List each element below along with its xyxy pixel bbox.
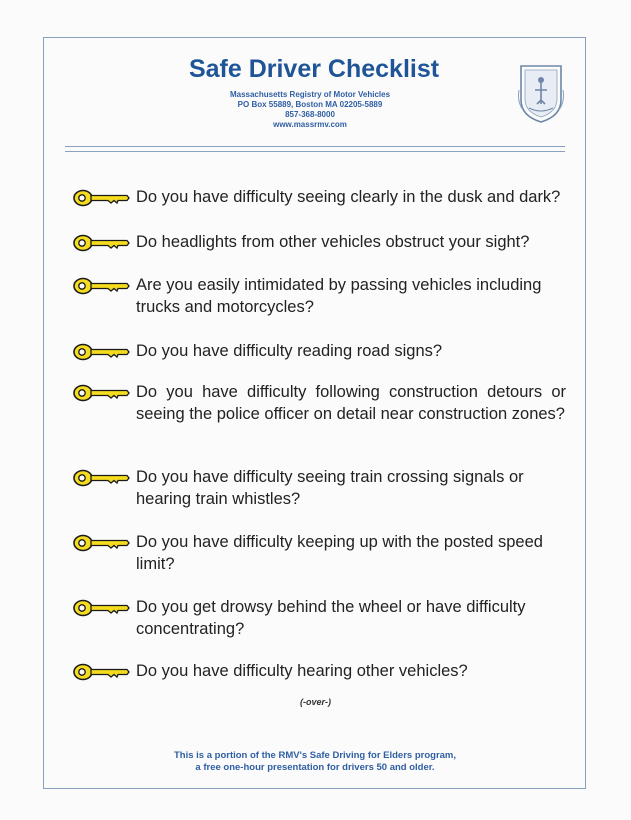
org-address: PO Box 55889, Boston MA 02205-5889 [237,100,383,109]
question-text: Do you have difficulty following construction detours or seeing the police officer on detail near construction zones? [136,383,566,423]
question-text: Do you have difficulty hearing other vehicles? [136,662,468,680]
question-text: Do you have difficulty seeing train crossing signals or hearing train whistles? [136,468,524,508]
checklist-item [72,596,572,640]
checklist-item [72,381,572,425]
checklist-item [72,660,572,682]
footer-line-2: a free one-hour presentation for drivers 50 and older. [195,762,435,773]
checklist-item [72,274,572,318]
header-divider-bottom [65,151,565,152]
page-title: Safe Driver Checklist [188,55,440,83]
question-text: Do you have difficulty reading road signs? [136,342,443,360]
key-icon [72,598,132,618]
question-text: Are you easily intimidated by passing vehicles including trucks and motorcycles? [136,276,542,316]
key-icon [72,662,132,682]
question-text: Do you get drowsy behind the wheel or have difficulty concentrating? [136,598,526,638]
question-text: Do you have difficulty keeping up with the posted speed limit? [136,533,543,573]
checklist-item [72,186,572,208]
key-icon [72,383,132,403]
org-name: Massachusetts Registry of Motor Vehicles [229,90,391,99]
key-icon [72,188,132,208]
footer-note [100,750,530,774]
checklist-item [72,466,572,510]
question-text: Do you have difficulty seeing clearly in the dusk and dark? [136,188,561,206]
key-icon [72,233,132,253]
checklist-item [72,531,572,575]
header-divider-top [65,146,565,147]
key-icon [72,342,132,362]
key-icon [72,533,132,553]
org-phone: 857-368-8000 [285,110,335,119]
key-icon [72,468,132,488]
org-website: www.massrmv.com [273,120,347,129]
checklist-item [72,231,572,253]
over-note: (-over-) [300,697,331,707]
key-icon [72,276,132,296]
question-text: Do headlights from other vehicles obstruct your sight? [136,233,530,251]
checklist-item [72,340,572,362]
state-seal-icon [517,60,565,124]
footer-line-1: This is a portion of the RMV's Safe Driving for Elders program, [173,750,457,761]
